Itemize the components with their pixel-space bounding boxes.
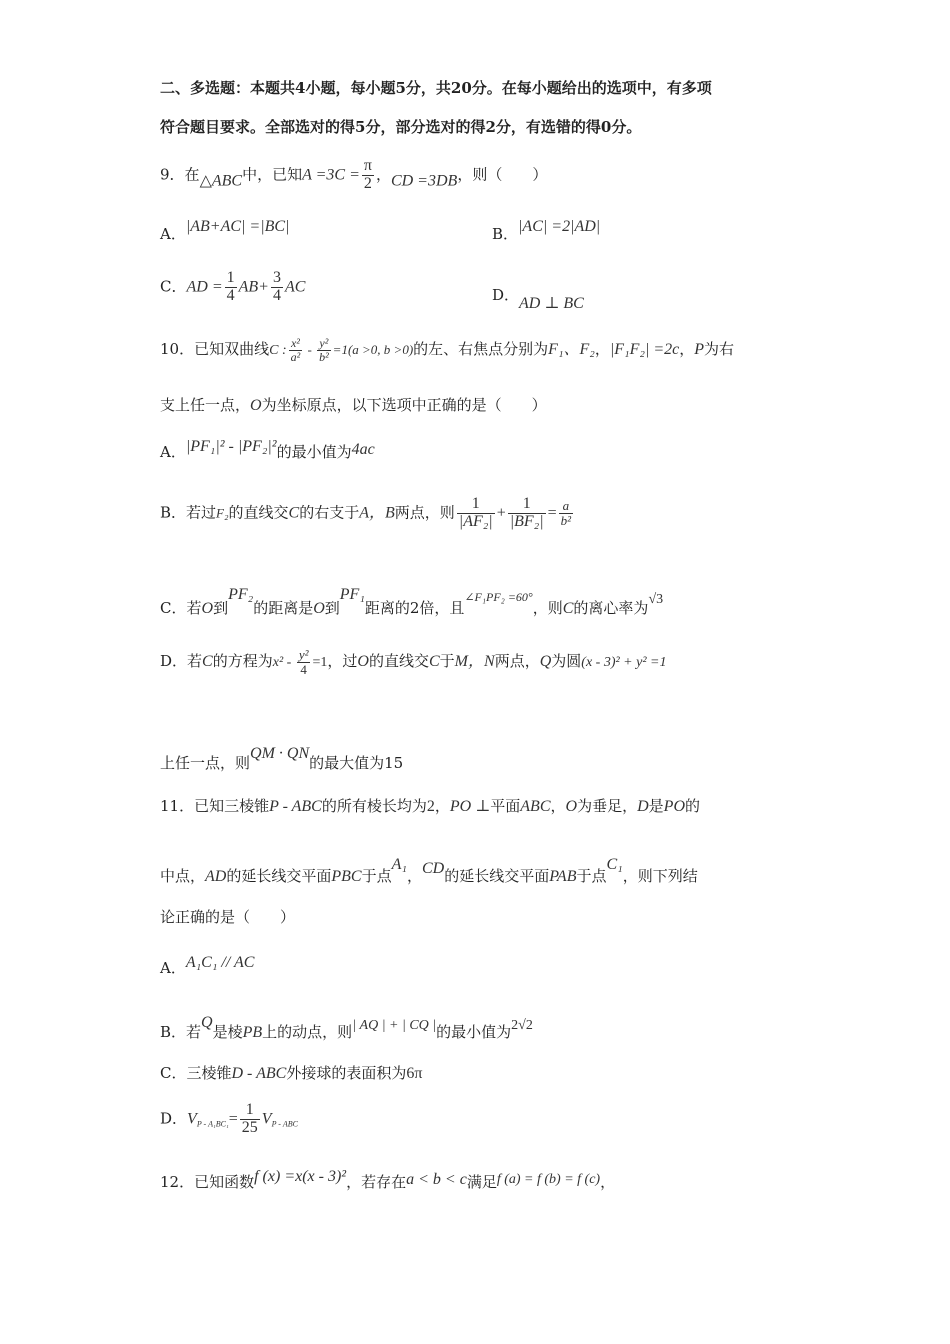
fraction bbox=[271, 270, 283, 305]
text: 的最小值为 bbox=[276, 443, 352, 461]
numerator: π bbox=[363, 157, 372, 174]
text: 为坐标原点，以下选项中正确的是（ ） bbox=[261, 396, 547, 414]
text: ， bbox=[550, 797, 566, 815]
question-9-option-d bbox=[492, 284, 584, 313]
denominator: 4 bbox=[226, 286, 235, 304]
fraction bbox=[289, 337, 303, 363]
math: AC bbox=[284, 278, 306, 296]
math: △ABC bbox=[199, 172, 243, 190]
math: P bbox=[694, 341, 705, 358]
math: Q bbox=[201, 1014, 213, 1031]
math: |F₁F₂| =2c bbox=[609, 341, 680, 358]
text: 为圆 bbox=[551, 652, 582, 671]
text: 若过 bbox=[186, 503, 217, 522]
math: CD bbox=[421, 860, 445, 877]
numerator: a bbox=[559, 499, 573, 514]
denominator: 4 bbox=[300, 661, 307, 677]
numerator: y² bbox=[317, 337, 331, 351]
text: 的最小值为 bbox=[436, 1023, 512, 1041]
text: 在 bbox=[184, 165, 200, 184]
option-label: C． bbox=[160, 599, 187, 617]
text: 中，已知 bbox=[242, 165, 303, 184]
fraction bbox=[559, 499, 573, 527]
question-number: 12． bbox=[160, 1173, 195, 1191]
text: 的方程为 bbox=[212, 652, 273, 671]
text: 满足 bbox=[466, 1173, 497, 1191]
text: 的所有棱长均为 bbox=[321, 797, 427, 815]
question-10-option-d-line2 bbox=[160, 745, 403, 773]
text: 为右 bbox=[704, 340, 735, 358]
fraction bbox=[362, 158, 374, 193]
math: V bbox=[187, 1110, 197, 1128]
math: (x - 3)² + y² =1 bbox=[581, 655, 667, 671]
text: 两点，则 bbox=[394, 503, 455, 522]
text: 的左、右焦点分别为 bbox=[413, 340, 549, 358]
text: ，若存在 bbox=[346, 1173, 407, 1191]
numerator: 1 bbox=[457, 496, 495, 514]
text: ， bbox=[679, 340, 695, 358]
question-11-stem-line2 bbox=[160, 856, 698, 886]
math: C bbox=[202, 653, 213, 671]
question-11-option-d bbox=[160, 1102, 298, 1137]
question-number: 10． bbox=[160, 340, 195, 358]
math: 4ac bbox=[351, 441, 375, 458]
math: A₁C₁ // AC bbox=[185, 954, 255, 971]
math: Q bbox=[539, 653, 552, 671]
math: AB+ bbox=[238, 278, 269, 296]
question-9-option-c bbox=[160, 270, 305, 305]
math: A₁ bbox=[391, 856, 407, 873]
math: |AB+AC| =|BC| bbox=[185, 218, 290, 235]
text: 的直线交 bbox=[228, 503, 289, 522]
text: 是棱 bbox=[212, 1023, 243, 1041]
question-11-option-a bbox=[160, 954, 254, 978]
math: P - ABC bbox=[269, 798, 322, 815]
question-12-stem bbox=[160, 1168, 615, 1192]
question-9-option-a bbox=[160, 218, 289, 244]
question-10-stem-line2 bbox=[160, 394, 547, 415]
math: ∠F₁PF₂ =60° bbox=[464, 590, 533, 604]
option-label: B． bbox=[160, 503, 187, 522]
math: AD = bbox=[186, 278, 223, 296]
math: QM · QN bbox=[250, 745, 310, 762]
math: O bbox=[201, 600, 214, 617]
option-label: B． bbox=[160, 1023, 187, 1041]
text: ， bbox=[375, 165, 391, 184]
math: PO ⊥ bbox=[449, 798, 491, 815]
option-label: A． bbox=[160, 225, 186, 243]
text: 是 bbox=[648, 797, 664, 815]
text: ， bbox=[406, 867, 422, 885]
question-11-option-b bbox=[160, 1014, 533, 1042]
numerator: 3 bbox=[272, 269, 281, 286]
text: ， bbox=[434, 797, 450, 815]
text: 平面 bbox=[490, 797, 521, 815]
section-header-line1: 二、多选题：本题共4小题，每小题5分，共20分。在每小题给出的选项中，有多项 bbox=[160, 79, 712, 97]
question-10-option-a bbox=[160, 438, 375, 462]
math: C bbox=[428, 653, 440, 671]
denominator: a² bbox=[290, 349, 301, 364]
text: ，过 bbox=[327, 652, 358, 671]
text: 为垂足， bbox=[577, 797, 638, 815]
math: |PF₁|² - |PF₂|² bbox=[185, 438, 277, 455]
math: + bbox=[496, 504, 506, 522]
denominator: |AF₂| bbox=[458, 512, 493, 530]
math: CD =3DB bbox=[390, 172, 458, 190]
math: PB bbox=[242, 1024, 263, 1041]
option-label: A． bbox=[160, 443, 186, 461]
denominator: |BF₂| bbox=[509, 512, 544, 530]
math: a < b < c bbox=[406, 1171, 467, 1188]
fraction bbox=[225, 270, 237, 305]
math: = bbox=[228, 1110, 238, 1128]
text: 的最大值为15 bbox=[309, 754, 404, 772]
math: V bbox=[261, 1110, 272, 1128]
math: C bbox=[288, 504, 300, 522]
text: 若 bbox=[187, 652, 203, 671]
math: D bbox=[637, 798, 649, 815]
numerator: 1 bbox=[240, 1102, 260, 1120]
question-number: 11． bbox=[160, 797, 195, 815]
question-10-option-b bbox=[160, 496, 575, 531]
math: AD bbox=[205, 868, 227, 885]
math: 2√2 bbox=[511, 1018, 533, 1033]
math: AD ⊥ BC bbox=[519, 295, 584, 312]
math: F₁、F₂ bbox=[548, 341, 595, 358]
numerator: x² bbox=[289, 337, 303, 351]
text: ， bbox=[594, 340, 610, 358]
math: - bbox=[304, 342, 316, 357]
question-number: 9． bbox=[160, 165, 185, 184]
math: PBC bbox=[331, 868, 362, 885]
math: f (x) =x(x - 3)² bbox=[254, 1168, 347, 1185]
fraction bbox=[317, 337, 331, 363]
math: A =3C = bbox=[302, 166, 360, 184]
fraction bbox=[297, 648, 311, 676]
math: C₁ bbox=[606, 856, 623, 873]
math: =1(a >0, b >0) bbox=[332, 342, 414, 357]
math-subscript: P - ABC bbox=[271, 1119, 298, 1129]
math-subscript: P - A₁BC₁ bbox=[196, 1119, 229, 1129]
text: 于点 bbox=[361, 867, 392, 885]
numerator: 1 bbox=[508, 496, 546, 514]
math: ABC bbox=[520, 798, 551, 815]
text: 外接球的表面积为 bbox=[286, 1064, 407, 1082]
option-label: C． bbox=[160, 277, 187, 296]
math: = bbox=[547, 504, 557, 522]
text: 的直线交 bbox=[368, 652, 429, 671]
text: ， bbox=[600, 1173, 616, 1191]
text: 已知三棱锥 bbox=[194, 797, 270, 815]
math: √3 bbox=[648, 592, 664, 607]
option-label: C． bbox=[160, 1064, 187, 1082]
text: 上任一点，则 bbox=[160, 754, 251, 772]
section-header-line2: 符合题目要求。全部选对的得5分，部分选对的得2分，有选错的得0分。 bbox=[160, 118, 642, 136]
text: 若 bbox=[186, 1023, 202, 1041]
denominator: b² bbox=[560, 512, 572, 528]
text: 的延长线交平面 bbox=[226, 867, 332, 885]
text: 中点， bbox=[160, 867, 206, 885]
text: 三棱锥 bbox=[186, 1064, 232, 1082]
question-11-stem-line1 bbox=[160, 795, 700, 816]
math: F₂ bbox=[216, 505, 229, 521]
denominator: b² bbox=[319, 349, 329, 364]
text: ，则 bbox=[532, 599, 563, 617]
math: PO bbox=[663, 798, 685, 815]
text: 已知函数 bbox=[194, 1173, 255, 1191]
text: 两点， bbox=[494, 652, 540, 671]
numerator: 1 bbox=[226, 269, 235, 286]
question-11-option-c bbox=[160, 1062, 422, 1083]
fraction bbox=[240, 1102, 260, 1137]
text: 的 bbox=[685, 797, 701, 815]
math: 6π bbox=[406, 1065, 423, 1082]
math: D - ABC bbox=[231, 1065, 287, 1082]
math: |AC| =2|AD| bbox=[518, 218, 601, 235]
text: 若 bbox=[186, 599, 202, 617]
math: | AQ | + | CQ | bbox=[352, 1018, 437, 1033]
question-11-stem-line3: 论正确的是（ ） bbox=[160, 908, 296, 926]
text: 的距离是 bbox=[253, 599, 314, 617]
math: C bbox=[562, 600, 574, 617]
text: 于 bbox=[439, 652, 455, 671]
question-9-option-b bbox=[492, 218, 600, 244]
text: 的延长线交平面 bbox=[444, 867, 550, 885]
option-label: D． bbox=[160, 1109, 188, 1128]
text: 到 bbox=[324, 599, 340, 617]
question-9-stem bbox=[160, 158, 547, 193]
math: M，N bbox=[454, 653, 495, 671]
fraction bbox=[508, 496, 546, 531]
math: A，B bbox=[359, 504, 395, 522]
option-label: D． bbox=[492, 286, 520, 304]
math: O bbox=[313, 600, 325, 617]
text: ，则下列结 bbox=[622, 867, 698, 885]
denominator: 2 bbox=[363, 174, 372, 192]
text: 的右支于 bbox=[299, 503, 360, 522]
denominator: 25 bbox=[241, 1118, 258, 1136]
text: 到 bbox=[213, 599, 229, 617]
math: PF₁ bbox=[339, 586, 365, 603]
question-10-option-d bbox=[160, 648, 666, 676]
math: 2 bbox=[426, 798, 435, 815]
text: 于点 bbox=[576, 867, 607, 885]
text: ，则（ ） bbox=[457, 165, 548, 184]
text: 距离的2倍，且 bbox=[364, 599, 465, 617]
math: PF₂ bbox=[228, 586, 254, 603]
text: 已知双曲线 bbox=[194, 340, 270, 358]
math: O bbox=[565, 798, 578, 815]
text: 上的动点，则 bbox=[262, 1023, 353, 1041]
math: O bbox=[357, 653, 369, 671]
denominator: 4 bbox=[272, 286, 281, 304]
option-label: B． bbox=[492, 225, 519, 243]
math: PAB bbox=[549, 868, 577, 885]
option-label: A． bbox=[160, 959, 186, 977]
math: C : bbox=[269, 343, 287, 358]
math: f (a) = f (b) = f (c) bbox=[496, 1172, 601, 1187]
math: x² - bbox=[272, 655, 295, 671]
option-label: D． bbox=[160, 652, 188, 671]
question-10-option-c bbox=[160, 586, 663, 618]
numerator: y² bbox=[298, 647, 309, 662]
text: 的离心率为 bbox=[573, 599, 649, 617]
question-10-stem-line1 bbox=[160, 336, 734, 363]
math: O bbox=[250, 397, 262, 414]
fraction bbox=[457, 496, 495, 531]
math: =1 bbox=[312, 655, 328, 671]
text: 支上任一点， bbox=[160, 396, 251, 414]
